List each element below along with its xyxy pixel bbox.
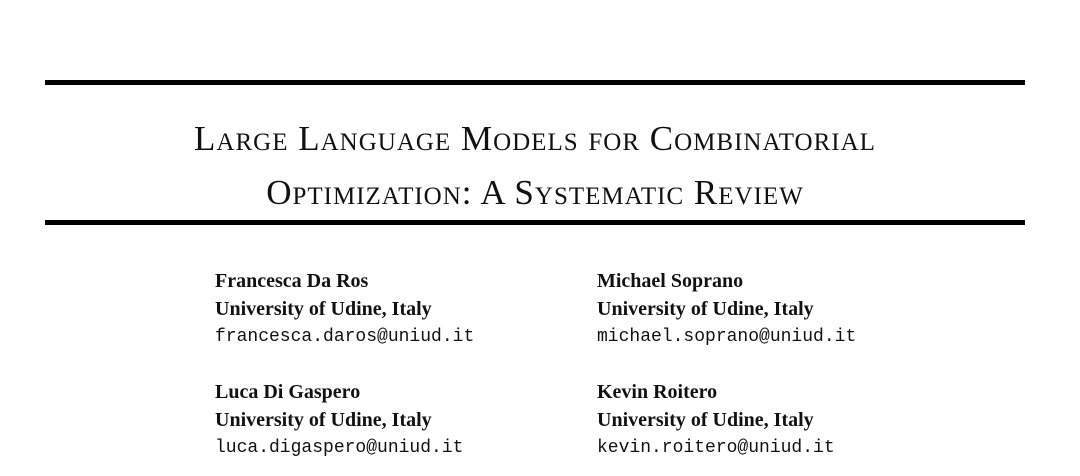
author-email: kevin.roitero@uniud.it — [597, 438, 835, 458]
paper-title-line-2: Optimization: A Systematic Review — [266, 173, 804, 212]
author-affiliation: University of Udine, Italy — [215, 298, 432, 320]
author-affiliation: University of Udine, Italy — [215, 409, 432, 431]
author-block — [597, 267, 957, 351]
title-rule-bottom — [45, 220, 1025, 225]
paper-title — [45, 112, 1025, 220]
author-email: francesca.daros@uniud.it — [215, 327, 475, 347]
title-rule-top — [45, 80, 1025, 85]
author-email: michael.soprano@uniud.it — [597, 327, 857, 347]
author-name: Michael Soprano — [597, 270, 744, 292]
author-email: luca.digaspero@uniud.it — [215, 438, 464, 458]
paper-title-line-1: Large Language Models for Combinatorial — [194, 119, 876, 158]
author-affiliation: University of Udine, Italy — [597, 409, 814, 431]
author-block — [215, 378, 575, 462]
author-affiliation: University of Udine, Italy — [597, 298, 814, 320]
author-block — [597, 378, 957, 462]
author-block — [215, 267, 575, 351]
author-name: Luca Di Gaspero — [215, 381, 361, 403]
author-name: Kevin Roitero — [597, 381, 718, 403]
author-name: Francesca Da Ros — [215, 270, 369, 292]
